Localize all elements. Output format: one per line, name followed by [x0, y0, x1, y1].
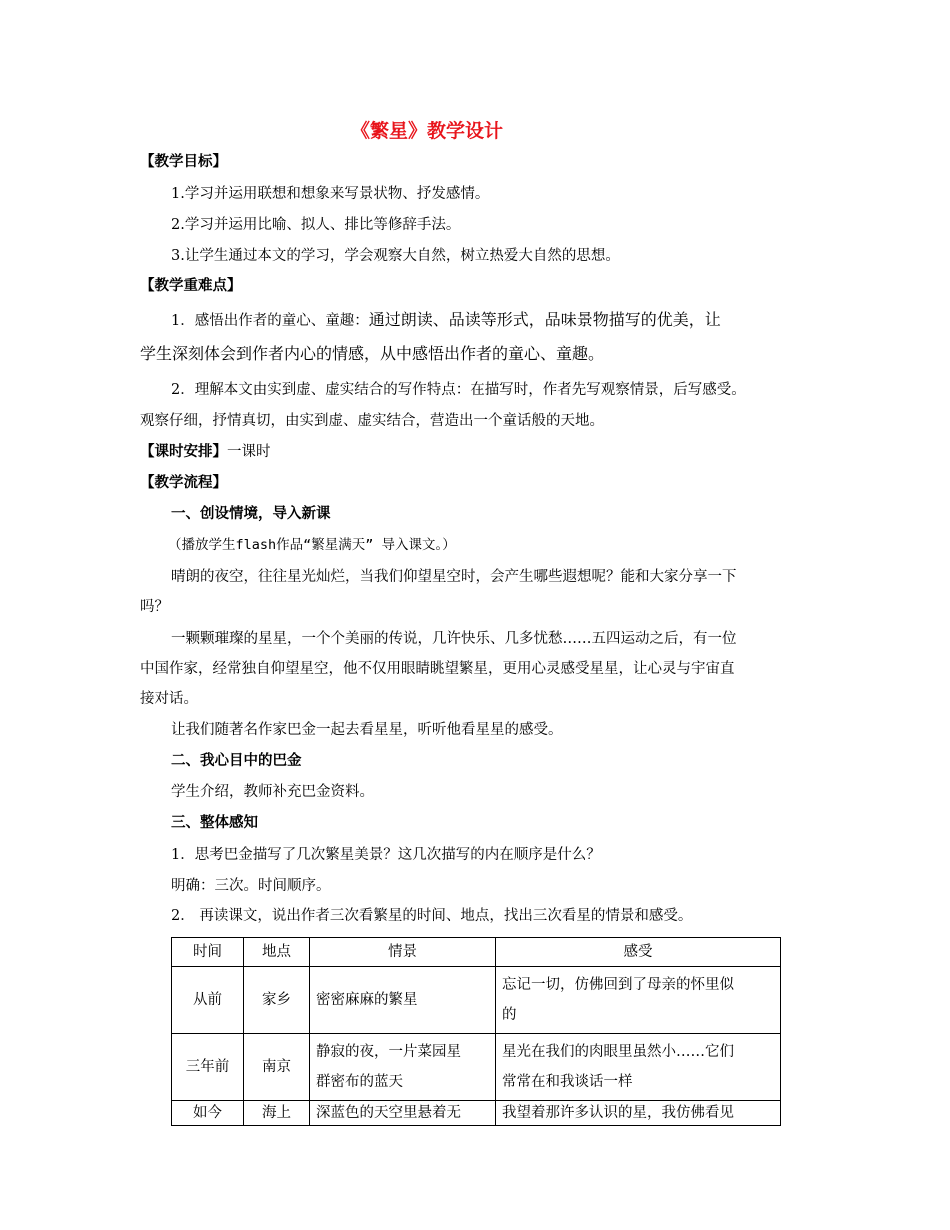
- cell-feeling-line: 星光在我们的肉眼里虽然小……它们: [502, 1044, 734, 1060]
- cell-place: 海上: [244, 1101, 310, 1126]
- key-point-1-text: 通过朗读、品读等形式，品味景物描写的优美，让: [368, 310, 721, 329]
- section-1-para-1-line-1: 晴朗的夜空，往往星光灿烂，当我们仰望星空时，会产生哪些遐想呢？能和大家分享一下: [171, 569, 737, 585]
- cell-feeling: [496, 1034, 781, 1101]
- cell-place: 南京: [244, 1034, 310, 1101]
- cell-feeling-line: 常常在和我谈话一样: [502, 1074, 633, 1090]
- goal-item-2: 2.学习并运用比喻、拟人、排比等修辞手法。: [171, 217, 461, 233]
- schedule-value: 一课时: [227, 444, 271, 460]
- section-2-title: 二、我心目中的巴金: [171, 753, 302, 769]
- key-point-2-line-2: 观察仔细，抒情真切，由实到虚、虚实结合，营造出一个童话般的天地。: [140, 413, 604, 429]
- section-3-title: 三、整体感知: [171, 815, 258, 831]
- key-point-1-line-2: 学生深刻体会到作者内心的情感，从中感悟出作者的童心、童趣。: [140, 344, 605, 363]
- cell-scene-line: 群密布的蓝天: [316, 1074, 403, 1090]
- section-1-para-2-line-1: 一颗颗璀璨的星星，一个个美丽的传说，几许快乐、几多忧愁……五四运动之后，有一位: [171, 631, 737, 647]
- table-header-row: [172, 938, 781, 967]
- cell-feeling: 我望着那许多认识的星，我仿佛看见: [496, 1101, 781, 1126]
- key-point-1-line-1: [171, 310, 841, 331]
- schedule-line: [140, 442, 810, 462]
- cell-scene-line: 静寂的夜，一片菜园星: [316, 1044, 461, 1060]
- cell-scene: 密密麻麻的繁星: [310, 967, 496, 1034]
- section-1-title: 一、创设情境，导入新课: [171, 506, 331, 522]
- cell-scene: 深蓝色的天空里悬着无: [310, 1101, 496, 1126]
- viewing-stars-table: [171, 937, 781, 1126]
- goal-item-1: 1.学习并运用联想和想象来写景状物、抒发感情。: [171, 186, 490, 202]
- table-row: [172, 1034, 781, 1101]
- goal-item-3: 3.让学生通过本文的学习，学会观察大自然，树立热爱大自然的思想。: [171, 248, 620, 264]
- header-time: 时间: [172, 938, 244, 967]
- header-feeling: 感受: [496, 938, 781, 967]
- cell-place: 家乡: [244, 967, 310, 1034]
- section-3-question-2: 2． 再读课文，说出作者三次看繁星的时间、地点，找出三次看星的情景和感受。: [171, 908, 693, 924]
- cell-time: 三年前: [172, 1034, 244, 1101]
- section-3-answer-1: 明确：三次。时间顺序。: [171, 878, 331, 894]
- key-point-1-label: 1．感悟出作者的童心、童趣：: [171, 313, 369, 329]
- key-points-heading: 【教学重难点】: [140, 278, 242, 294]
- section-2-para-1: 学生介绍，教师补充巴金资料。: [171, 784, 374, 800]
- section-1-note: （播放学生flash作品“繁星满天” 导入课文。）: [168, 537, 456, 553]
- header-scene: 情景: [310, 938, 496, 967]
- document-title: 《繁星》教学设计: [350, 120, 503, 142]
- table-row: [172, 967, 781, 1034]
- key-point-2-line-1: 2．理解本文由实到虚、虚实结合的写作特点：在描写时，作者先写观察情景，后写感受。: [171, 382, 746, 398]
- table-row: [172, 1101, 781, 1126]
- cell-feeling: [496, 967, 781, 1034]
- cell-time: 从前: [172, 967, 244, 1034]
- schedule-heading: 【课时安排】: [140, 444, 227, 460]
- cell-feeling-line: 忘记一切，仿佛回到了母亲的怀里似: [502, 977, 734, 993]
- section-1-para-2-line-3: 接对话。: [140, 691, 198, 707]
- cell-feeling-line: 的: [502, 1007, 517, 1023]
- cell-time: 如今: [172, 1101, 244, 1126]
- section-1-para-3: 让我们随著名作家巴金一起去看星星，听听他看星星的感受。: [171, 722, 563, 738]
- section-1-para-1-line-2: 吗？: [140, 599, 169, 615]
- header-place: 地点: [244, 938, 310, 967]
- goals-heading: 【教学目标】: [140, 154, 227, 170]
- cell-scene: [310, 1034, 496, 1101]
- section-3-question-1: 1．思考巴金描写了几次繁星美景？这几次描写的内在顺序是什么？: [171, 847, 601, 863]
- process-heading: 【教学流程】: [140, 475, 227, 491]
- section-1-para-2-line-2: 中国作家，经常独自仰望星空，他不仅用眼睛眺望繁星，更用心灵感受星星，让心灵与宇宙直: [140, 661, 735, 677]
